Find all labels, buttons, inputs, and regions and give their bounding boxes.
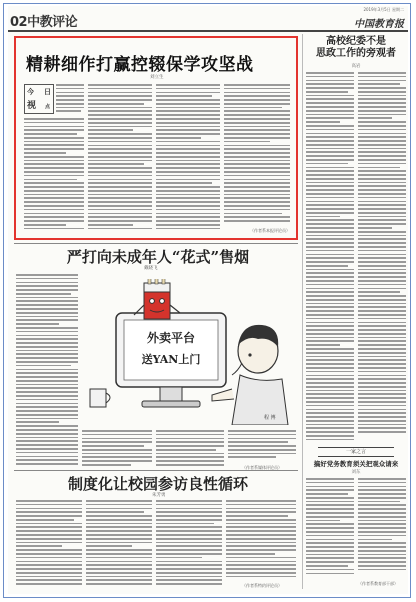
right-column-kicker: 一家之言 [318, 447, 394, 457]
article3-byline: 朱芳勇 [152, 493, 166, 498]
right-subarticle-source: （作者系教育部干部） [358, 581, 398, 586]
right-article-byline: 高岩 [351, 64, 361, 69]
page-number: 02 [10, 15, 28, 30]
illustration-caption-line-1: 外卖平台 [146, 331, 196, 345]
lead-article-title[interactable]: 精耕细作打赢控辍保学攻坚战 [26, 55, 254, 75]
article3-text-col-4 [226, 500, 296, 580]
section-rule [14, 243, 298, 244]
masthead [8, 6, 408, 32]
right-text-col-2 [358, 72, 406, 442]
section-rule-2 [14, 470, 298, 471]
article2-source: （作者系媒体评论员） [242, 465, 282, 470]
column-divider [302, 34, 303, 589]
article2-text-col-1 [16, 274, 78, 470]
issue-date: 2019年3月5日 星期二 [363, 7, 404, 12]
article3-text-col-2 [86, 500, 152, 588]
editor-info [96, 12, 206, 26]
right-sub-text-col-2 [358, 478, 406, 578]
lead-article-byline: 刘立生 [150, 75, 164, 80]
article2-text-col-2 [82, 430, 152, 470]
illustration-signature: 程 博 [264, 415, 276, 421]
newspaper-logo: 中国教育报 [354, 19, 404, 30]
article2-text-col-4 [228, 430, 296, 464]
lead-text-col-1 [24, 118, 84, 234]
newspaper-page [8, 6, 408, 594]
illustration-caption-line-2: 送YAN上门 [141, 353, 201, 366]
right-article-title-line-1: 高校纪委不是 [326, 36, 386, 47]
lead-article-source: （作者系本报评论员） [250, 228, 290, 233]
article2-title[interactable]: 严打向未成年人“花式”售烟 [66, 248, 250, 266]
article3-source: （作者系特约评论员） [242, 583, 282, 588]
smoking-delivery-illustration [82, 279, 294, 425]
lead-text-col-3 [156, 84, 220, 234]
lead-article[interactable] [14, 36, 298, 240]
right-subarticle-title[interactable]: 搞好党务教育须关把观众请来 [313, 460, 399, 468]
article3-text-col-3 [156, 500, 222, 588]
right-subarticle-byline: 刘东 [351, 470, 361, 475]
lead-text-intro [56, 84, 84, 114]
right-article-title-line-2: 思政工作的旁观者 [316, 48, 396, 59]
lead-text-col-2 [88, 84, 152, 234]
page-header [10, 11, 77, 30]
column-stamp-logo: 今 日 视 点 [24, 84, 54, 114]
right-sub-text-col-1 [306, 478, 354, 578]
right-text-col-1 [306, 72, 354, 442]
article2-byline: 戴晓飞 [144, 266, 158, 271]
right-article-title[interactable] [306, 36, 406, 60]
article3-title[interactable]: 制度化让校园参访良性循环 [67, 475, 248, 493]
section-name: 中教评论 [27, 15, 78, 30]
article3-text-col-1 [16, 500, 82, 588]
article2-text-col-3 [156, 430, 224, 470]
lead-text-col-4 [224, 84, 290, 228]
